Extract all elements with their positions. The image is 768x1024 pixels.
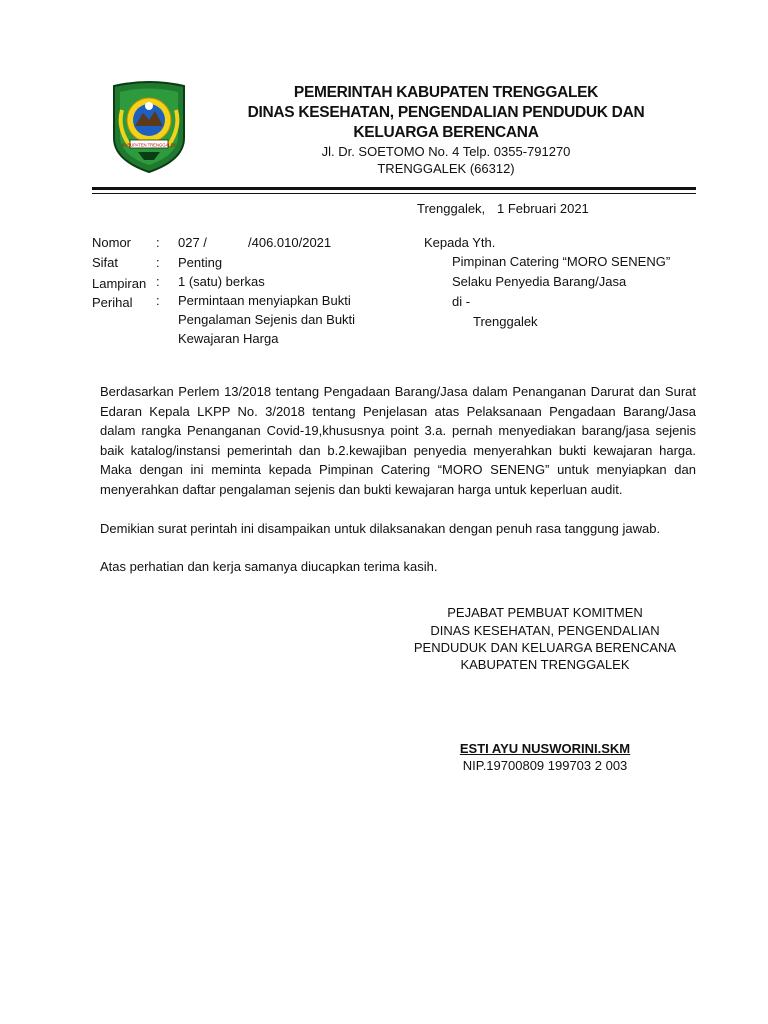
letterhead-city: TRENGGALEK (66312)	[377, 161, 515, 176]
lampiran-value: 1 (satu) berkas	[178, 274, 265, 289]
nomor-colon: :	[156, 235, 160, 250]
lampiran-colon: :	[156, 274, 160, 289]
perihal-line-3: Kewajaran Harga	[178, 331, 279, 346]
recipient-di: di -	[452, 294, 471, 309]
signatory-title-3: PENDUDUK DAN KELUARGA BERENCANA	[413, 640, 677, 655]
lampiran-label: Lampiran	[92, 276, 147, 291]
body-paragraph-3: Atas perhatian dan kerja samanya diucapkan terima kasih.	[100, 559, 438, 574]
recipient-salutation: Kepada Yth.	[424, 235, 496, 250]
letterhead-rule-thin	[92, 193, 696, 194]
signatory-title-1: PEJABAT PEMBUAT KOMITMEN	[447, 605, 643, 620]
letterhead-address: Jl. Dr. SOETOMO No. 4 Telp. 0355-791270	[321, 144, 571, 159]
nomor-value-a: 027 /	[178, 235, 207, 250]
sifat-colon: :	[156, 255, 160, 270]
letterhead-line-3: KELUARGA BERENCANA	[353, 124, 539, 141]
recipient-name: Pimpinan Catering “MORO SENENG”	[452, 254, 671, 269]
letter-place: Trenggalek,	[417, 201, 486, 216]
nomor-label: Nomor	[92, 235, 132, 250]
perihal-line-1: Permintaan menyiapkan Bukti	[178, 293, 351, 308]
letterhead-line-2: DINAS KESEHATAN, PENGENDALIAN PENDUDUK DAN	[247, 104, 645, 121]
signatory-title-4: KABUPATEN TRENGGALEK	[460, 657, 630, 672]
signatory-title-2: DINAS KESEHATAN, PENGENDALIAN	[430, 623, 660, 638]
body-paragraph-2: Demikian surat perintah ini disampaikan untuk dilaksanakan dengan penuh rasa tanggung jawab.	[100, 521, 661, 536]
letterhead-rule-thick	[92, 187, 696, 190]
nomor-value-b: /406.010/2021	[248, 235, 332, 250]
perihal-colon: :	[156, 293, 160, 308]
perihal-line-2: Pengalaman Sejenis dan Bukti	[178, 312, 356, 327]
regency-emblem-logo	[108, 80, 190, 174]
perihal-label: Perihal	[92, 295, 133, 310]
letter-date: 1 Februari 2021	[497, 201, 589, 216]
letterhead-line-1: PEMERINTAH KABUPATEN TRENGGALEK	[293, 84, 599, 101]
svg-text:KABUPATEN TRENGGALEK: KABUPATEN TRENGGALEK	[121, 142, 177, 148]
sifat-value: Penting	[178, 255, 223, 270]
signatory-nip: NIP.19700809 199703 2 003	[462, 758, 628, 773]
recipient-city: Trenggalek	[473, 314, 538, 329]
sifat-label: Sifat	[92, 255, 119, 270]
body-paragraph-1: Berdasarkan Perlem 13/2018 tentang Pengadaan Barang/Jasa dalam Penanganan Darurat dan Surat Edaran Kepala LKPP No. 3/2018 tentang Penjelasan atas Pelaksanaan Pengadaan Barang/Jasa dalam rangka Penanganan Covid-19,khususnya point 3.a. pernah menyediakan barang/jasa sejenis baik katalog/instansi pemerintah dan b.2.kewajiban penyedia menyerahkan bukti kewajaran harga. Maka dengan ini meminta kepada Pimpinan Catering “MORO SENENG” untuk menyiapkan dan menyerahkan daftar pengalaman sejenis dan bukti kewajaran harga untuk keperluan audit.	[100, 384, 696, 497]
signatory-name: ESTI AYU NUSWORINI.SKM	[459, 741, 631, 756]
recipient-role: Selaku Penyedia Barang/Jasa	[452, 274, 627, 289]
